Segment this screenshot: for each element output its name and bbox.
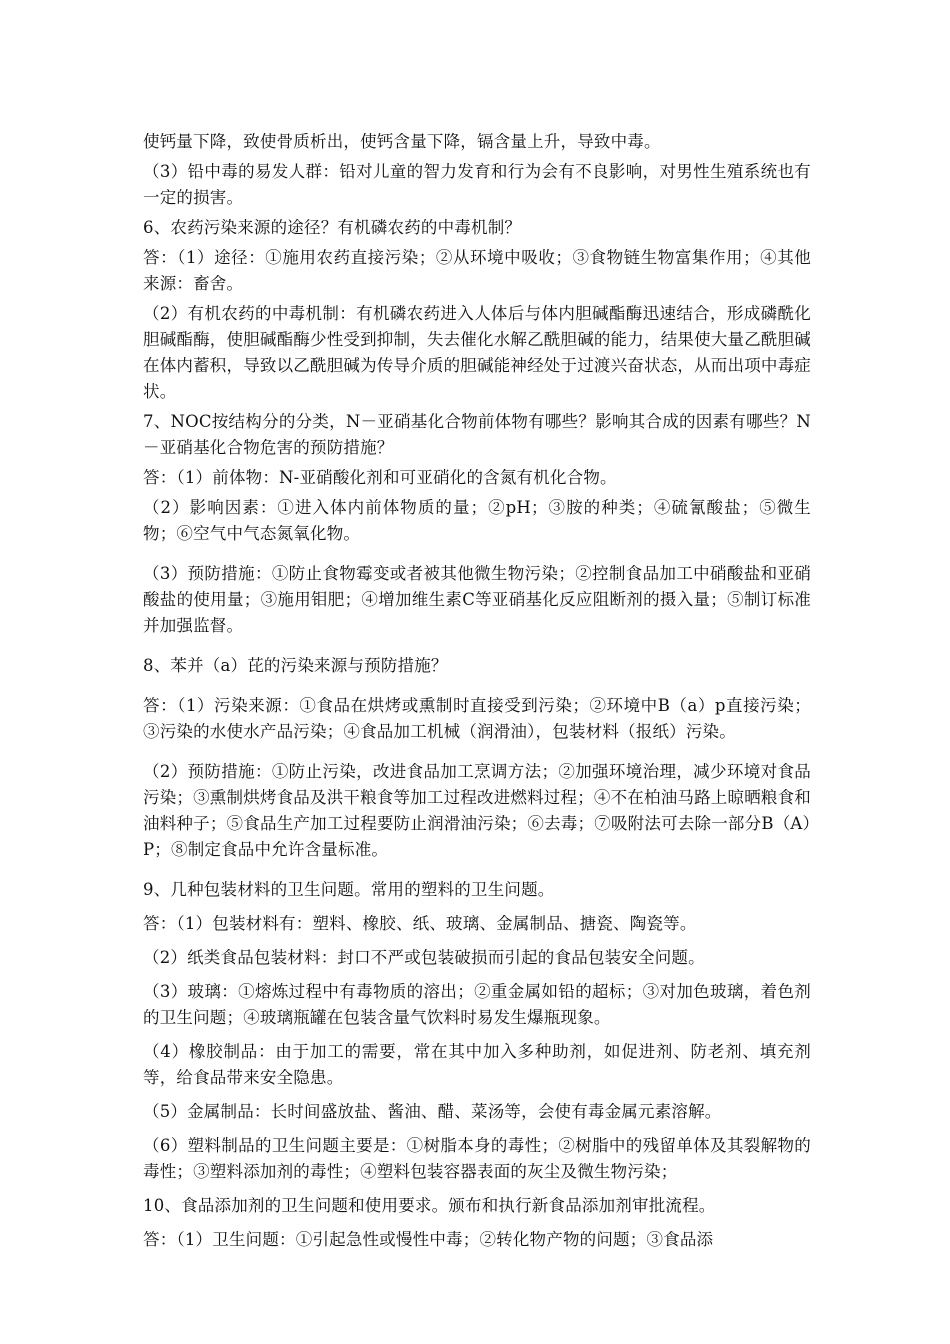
answer-6-sources: 答：（1）途径：①施用农药直接污染；②从环境中吸收；③食物链生物富集作用；④其他来源：畜舍。	[143, 248, 811, 293]
question-8: 8、苯并（a）芘的污染来源与预防措施？	[143, 656, 448, 675]
question-7: 7、NOC按结构分的分类，N－亚硝基化合物前体物有哪些？影响其合成的因素有哪些？N－亚硝基化合物危害的预防措施？	[143, 412, 811, 457]
answer-8-prevention: （2）预防措施：①防止污染，改进食品加工烹调方法；②加强环境治理，减少环境对食品污染；③熏制烘烤食品及洪干粮食等加工过程改进燃料过程；④不在柏油马路上晾晒粮食和油料种子；⑤食品生产加工过程要防止润滑油污染；⑥去毒；⑦吸附法可去除一部分B（A）P；⑧制定食品中允许含量标准。	[143, 762, 811, 859]
question-6: 6、农药污染来源的途径？有机磷农药的中毒机制？	[143, 218, 522, 237]
answer-8-sources: 答：（1）污染来源：①食品在烘烤或熏制时直接受到污染；②环境中B（a）p直接污染；③污染的水使水产品污染；④食品加工机械（润滑油），包装材料（报纸）污染。	[143, 696, 811, 741]
answer-7-precursors: 答：（1）前体物：N-亚硝酸化剂和可亚硝化的含氮有机化合物。	[143, 468, 617, 487]
answer-6-mechanism: （2）有机农药的中毒机制：有机磷农药进入人体后与体内胆碱酯酶迅速结合，形成磷酰化胆碱酯酶，使胆碱酯酶少性受到抑制，失去催化水解乙酰胆碱的能力，结果使大量乙酰胆碱在体内蓄积，导致以乙酰胆碱为传导介质的胆碱能神经处于过渡兴奋状态，从而出项中毒症状。	[143, 304, 811, 401]
answer-10-hygiene: 答：（1）卫生问题：①引起急性或慢性中毒；②转化物产物的问题；③食品添	[143, 1230, 714, 1249]
answer-7-factors: （2）影响因素：①进入体内前体物质的量；②pH；③胺的种类；④硫氰酸盐；⑤微生物；⑥空气中气态氮氧化物。	[143, 498, 811, 543]
answer-9-rubber: （4）橡胶制品：由于加工的需要，常在其中加入多种助剂，如促进剂、防老剂、填充剂等，给食品带来安全隐患。	[143, 1042, 811, 1087]
answer-9-paper: （2）纸类食品包装材料：封口不严或包装破损而引起的食品包装安全问题。	[143, 948, 705, 967]
question-10: 10、食品添加剂的卫生问题和使用要求。颁布和执行新食品添加剂审批流程。	[143, 1196, 716, 1215]
paragraph-lead-susceptible-groups: （3）铅中毒的易发人群：铅对儿童的智力发育和行为会有不良影响，对男性生殖系统也有一定的损害。	[143, 162, 811, 207]
answer-9-plastic: （6）塑料制品的卫生问题主要是：①树脂本身的毒性；②树脂中的残留单体及其裂解物的毒性；③塑料添加剂的毒性；④塑料包装容器表面的灰尘及微生物污染；	[143, 1136, 811, 1181]
answer-9-metal: （5）金属制品：长时间盛放盐、酱油、醋、菜汤等，会使有毒金属元素溶解。	[143, 1102, 722, 1121]
answer-9-glass: （3）玻璃：①熔炼过程中有毒物质的溶出；②重金属如铅的超标；③对加色玻璃，着色剂的卫生问题；④玻璃瓶罐在包装含量气饮料时易发生爆瓶现象。	[143, 982, 811, 1027]
paragraph-calcium-continuation: 使钙量下降，致使骨质析出，使钙含量下降，镉含量上升，导致中毒。	[143, 132, 661, 151]
answer-7-prevention: （3）预防措施：①防止食物霉变或者被其他微生物污染；②控制食品加工中硝酸盐和亚硝酸盐的使用量；③施用钼肥；④增加维生素C等亚硝基化反应阻断剂的摄入量；⑤制订标准并加强监督。	[143, 564, 811, 635]
document-body	[143, 129, 811, 1253]
answer-9-materials: 答：（1）包装材料有：塑料、橡胶、纸、玻璃、金属制品、搪瓷、陶瓷等。	[143, 914, 697, 933]
question-9: 9、几种包装材料的卫生问题。常用的塑料的卫生问题。	[143, 880, 555, 899]
